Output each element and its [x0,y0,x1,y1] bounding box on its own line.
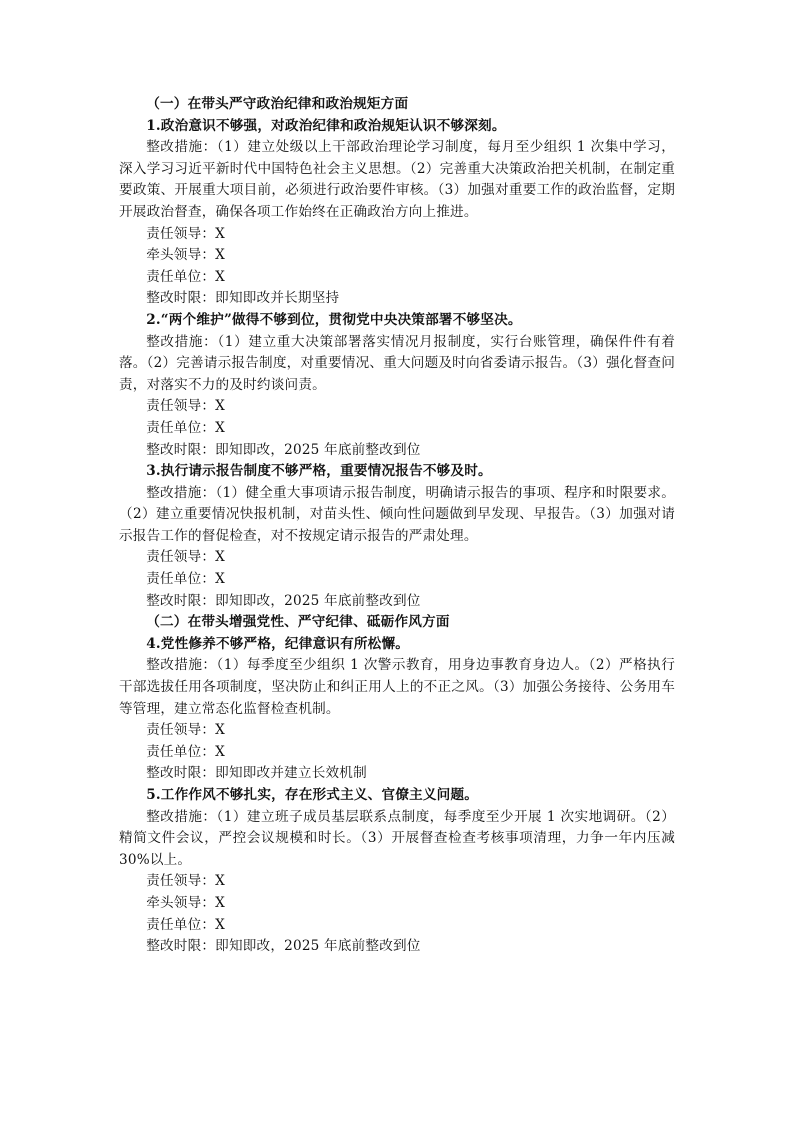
issue-title: 2.“两个维护”做得不够到位，贯彻党中央决策部署不够坚决。 [146,311,522,328]
responsible-unit: 责任单位：X [146,916,226,933]
deadline: 整改时限：即知即改并建立长效机制 [146,765,367,782]
rectification-measures: 整改措施：（1）建立重大决策部署落实情况月报制度，实行台账管理，确保件件有着落。（2）完善请示报告制度，对重要情况、重大问题及时向省委请示报告。（3）强化督查问责，对落实不力的及时约谈问责。 [119,333,675,393]
deadline: 整改时限：即知即改并长期坚持 [146,290,340,307]
responsible-unit: 责任单位：X [146,571,226,588]
lead-leader: 牵头领导：X [146,894,226,911]
rectification-measures: 整改措施：（1）建立处级以上干部政治理论学习制度，每月至少组织 1 次集中学习，深入学习习近平新时代中国特色社会主义思想。（2）完善重大决策政治把关机制，在制定重要政策、开展重大项目前，必须进行政治要件审核。（3）加强对重要工作的政治监督，定期开展政治督查，确保各项工作始终在正确政治方向上推进。 [119,139,675,220]
responsible-leader: 责任领导：X [146,722,226,739]
responsible-unit: 责任单位：X [146,419,226,436]
lead-leader: 牵头领导：X [146,247,226,264]
deadline: 整改时限：即知即改，2025 年底前整改到位 [146,441,421,458]
responsible-unit: 责任单位：X [146,743,226,760]
issue-title: 5.工作作风不够扎实，存在形式主义、官僚主义问题。 [146,787,479,803]
responsible-leader: 责任领导：X [146,549,226,566]
issue-title: 1.政治意识不够强，对政治纪律和政治规矩认识不够深刻。 [146,117,506,134]
responsible-leader: 责任领导：X [146,398,226,415]
deadline: 整改时限：即知即改，2025 年底前整改到位 [146,592,421,609]
rectification-measures: 整改措施：（1）每季度至少组织 1 次警示教育，用身边事教育身边人。（2）严格执行干部选拔任用各项制度，坚决防止和纠正用人上的不正之风。（3）加强公务接待、公务用车等管理，建立常态化监督检查机制。 [119,657,675,717]
issue-title: 3.执行请示报告制度不够严格，重要情况报告不够及时。 [146,463,492,480]
issue-title: 4.党性修养不够严格，纪律意识有所松懈。 [146,635,410,652]
section-heading: （二）在带头增强党性、严守纪律、砥砺作风方面 [146,614,450,631]
rectification-measures: 整改措施：（1）建立班子成员基层联系点制度，每季度至少开展 1 次实地调研。（2）精简文件会议，严控会议规模和时长。（3）开展督查检查考核事项清理，力争一年内压减 30%以上。 [119,808,675,868]
responsible-leader: 责任领导：X [146,225,226,242]
responsible-unit: 责任单位：X [146,268,226,285]
responsible-leader: 责任领导：X [146,873,226,890]
deadline: 整改时限：即知即改，2025 年底前整改到位 [146,938,421,955]
rectification-measures: 整改措施：（1）健全重大事项请示报告制度，明确请示报告的事项、程序和时限要求。（2）建立重要情况快报机制，对苗头性、倾向性问题做到早发现、早报告。（3）加强对请示报告工作的督促检查，对不按规定请示报告的严肃处理。 [119,484,675,544]
section-heading: （一）在带头严守政治纪律和政治规矩方面 [146,96,409,112]
document-body [119,94,675,958]
